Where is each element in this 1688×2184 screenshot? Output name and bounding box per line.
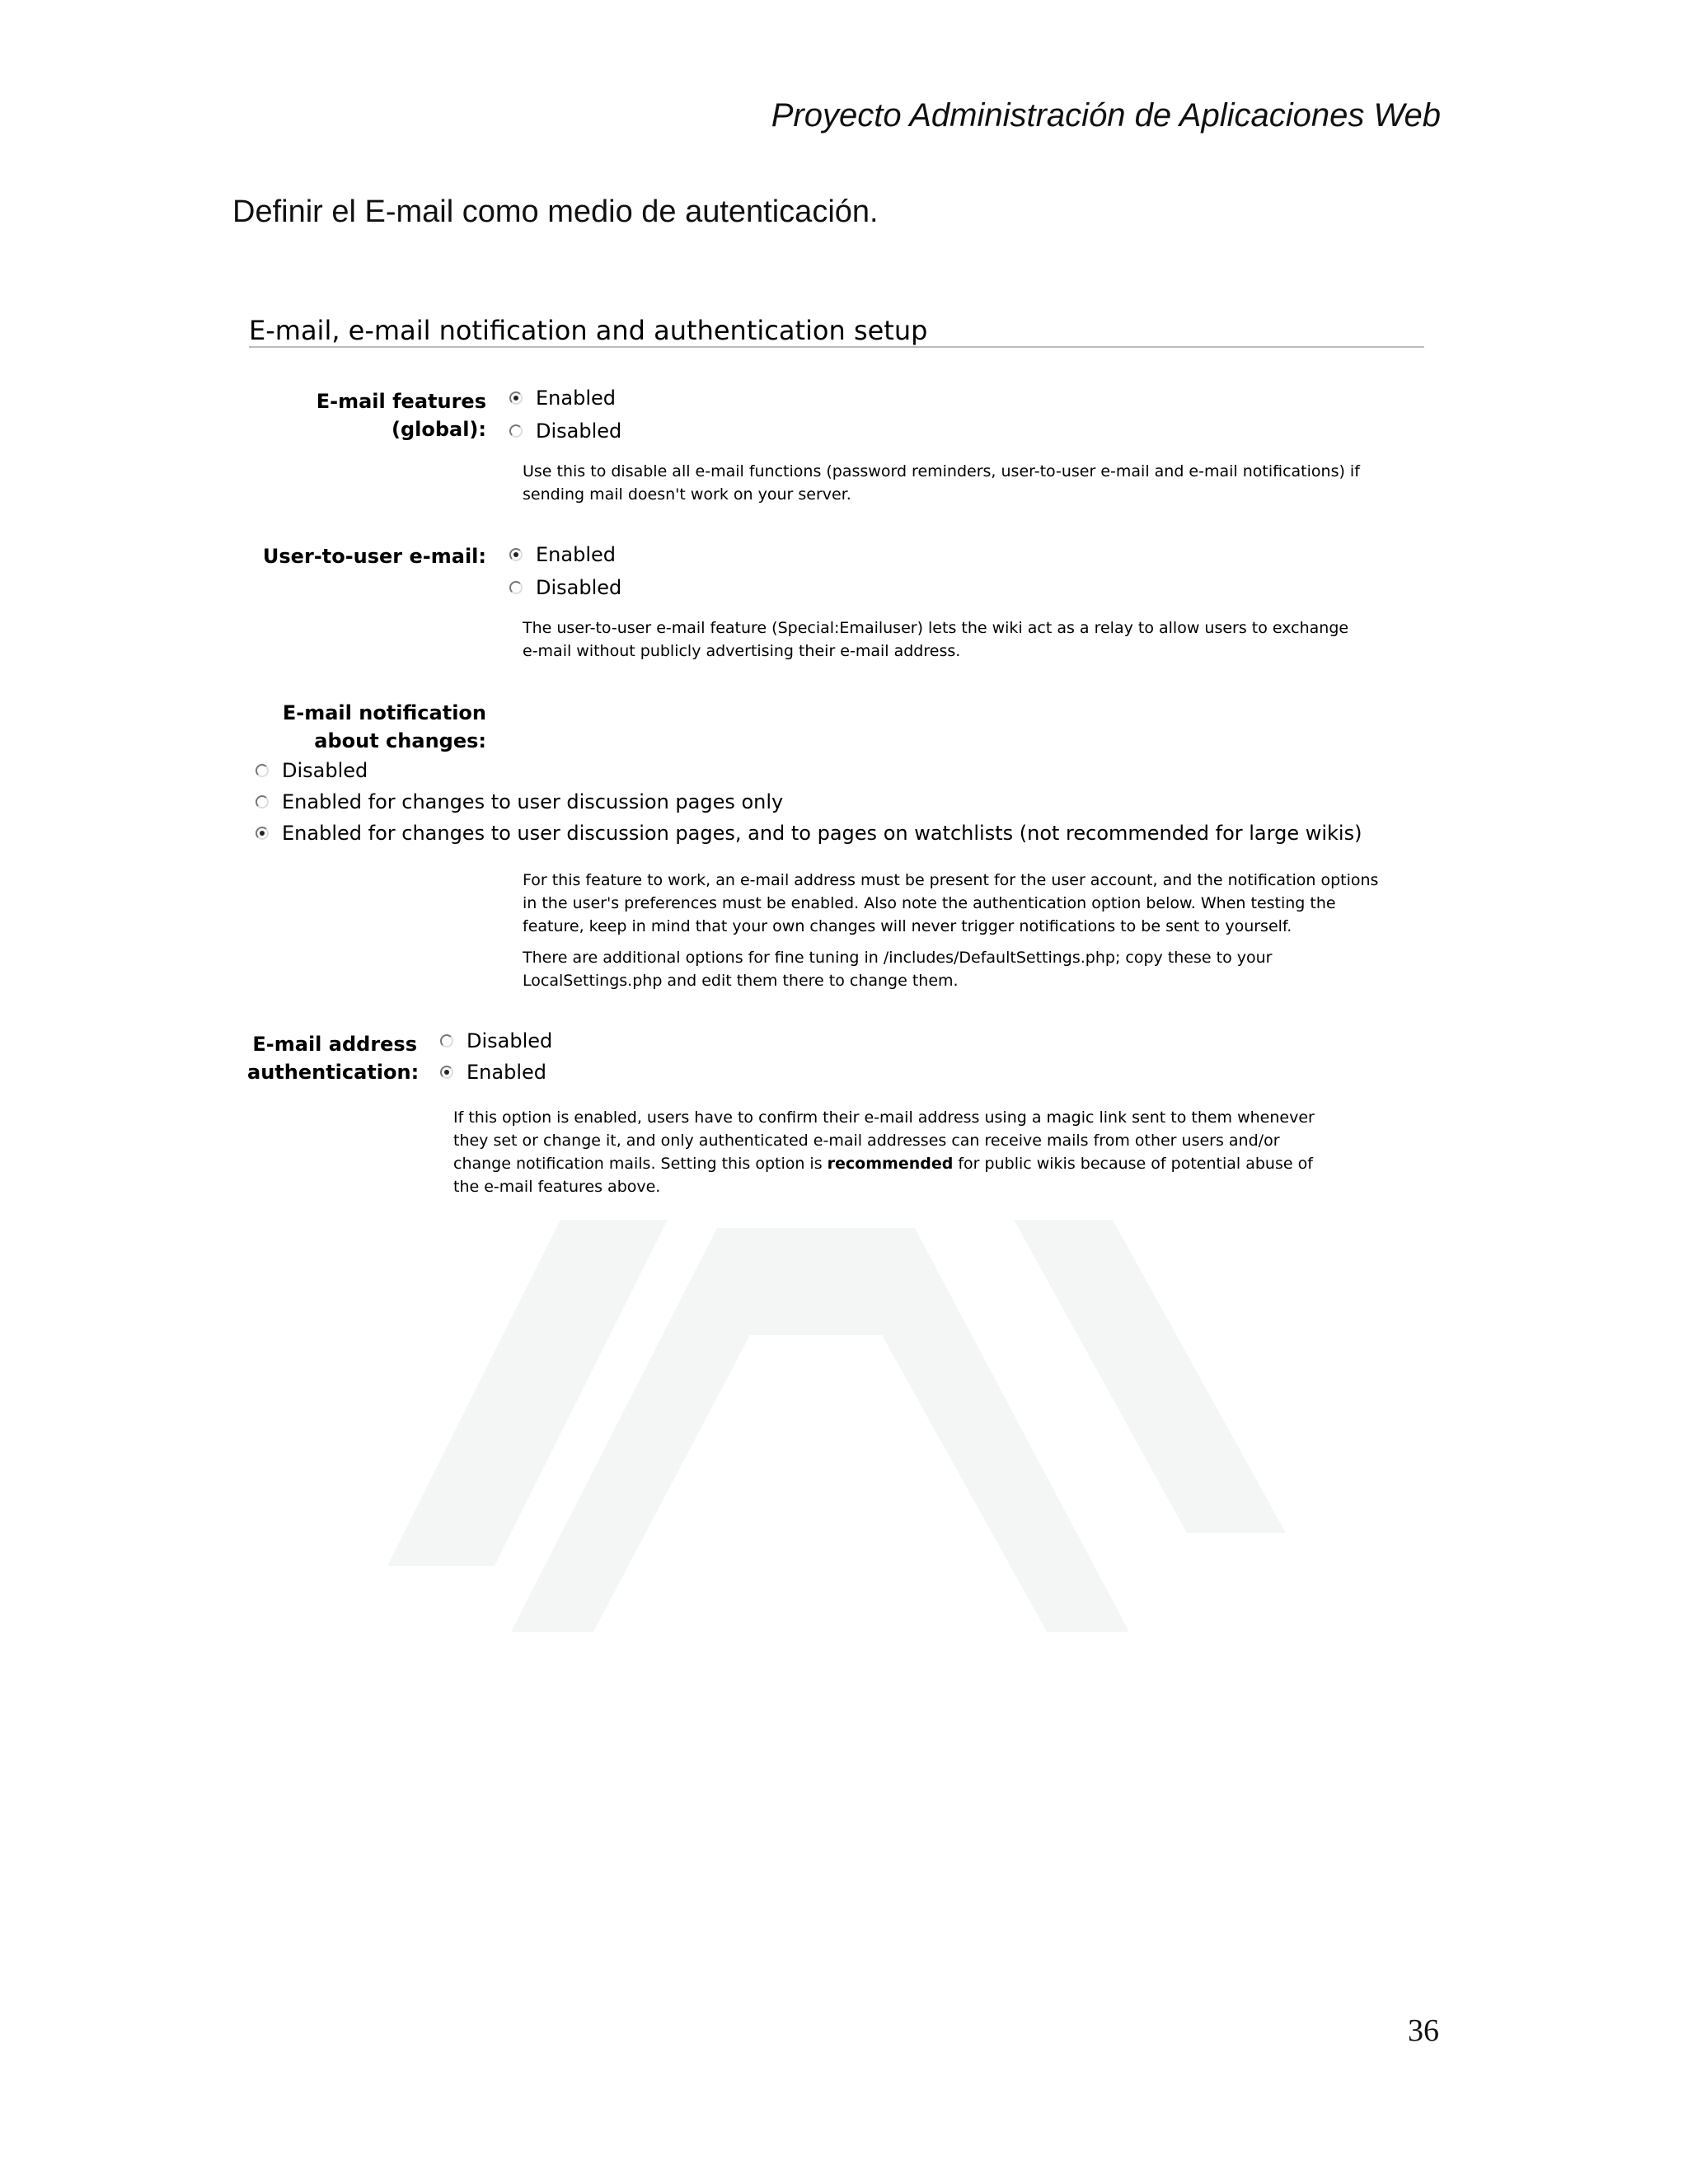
recommended-emphasis: recommended bbox=[827, 1155, 954, 1173]
watermark-right-stroke bbox=[1014, 1220, 1286, 1533]
radio-unselected-icon[interactable] bbox=[256, 764, 269, 777]
email-features-disabled-option[interactable]: Disabled bbox=[509, 417, 621, 445]
radio-unselected-icon[interactable] bbox=[509, 581, 523, 594]
email-features-help: Use this to disable all e-mail functions (password reminders, user-to-user e-mail and e-mail notifications) if sending mail doesn't work on your server. bbox=[523, 462, 1360, 504]
email-features-label: E-mail features (global): bbox=[316, 390, 486, 441]
notification-watchlists-option[interactable]: Enabled for changes to user discussion pages, and to pages on watchlists (not recommended for large wikis) bbox=[256, 819, 1362, 847]
radio-selected-icon[interactable] bbox=[509, 548, 523, 561]
notification-disabled-option[interactable]: Disabled bbox=[256, 757, 368, 785]
page-number: 36 bbox=[1408, 2013, 1439, 2048]
notification-label: E-mail notification about changes: bbox=[282, 701, 486, 752]
user-to-user-label: User-to-user e-mail: bbox=[262, 545, 486, 568]
user-to-user-help: The user-to-user e-mail feature (Special:Emailuser) lets the wiki act as a relay to allow users to exchange e-mail without publicly advertising their e-mail address. bbox=[523, 619, 1349, 660]
authentication-label: E-mail address authentication: bbox=[247, 1033, 420, 1084]
section-title: E-mail, e-mail notification and authentication setup bbox=[249, 315, 928, 346]
authentication-disabled-option[interactable]: Disabled bbox=[440, 1027, 552, 1055]
watermark-logo bbox=[387, 1220, 1286, 1648]
radio-selected-icon[interactable] bbox=[509, 391, 523, 405]
intro-text: Definir el E-mail como medio de autenticación. bbox=[232, 194, 879, 229]
user-to-user-disabled-option[interactable]: Disabled bbox=[509, 574, 621, 602]
section-divider bbox=[249, 346, 1424, 348]
radio-unselected-icon[interactable] bbox=[509, 424, 523, 438]
notification-help: For this feature to work, an e-mail address must be present for the user account, and the notification options in the user's preferences must be enabled. Also note the authentication option below. When testing the feature, keep in mind that your own changes will never trigger notifications to be sent to yourself. bbox=[523, 871, 1379, 935]
notification-help-extra: There are additional options for fine tuning in /includes/DefaultSettings.php; copy these to your LocalSettings.php and edit them there to change them. bbox=[523, 949, 1273, 990]
radio-selected-icon[interactable] bbox=[256, 827, 269, 840]
email-setup-screenshot bbox=[247, 305, 1426, 1212]
authentication-enabled-option[interactable]: Enabled bbox=[440, 1058, 546, 1086]
radio-unselected-icon[interactable] bbox=[256, 795, 269, 808]
page-header: Proyecto Administración de Aplicaciones Web bbox=[771, 97, 1441, 134]
notification-user-pages-option[interactable]: Enabled for changes to user discussion pages only bbox=[256, 788, 783, 816]
authentication-help: If this option is enabled, users have to confirm their e-mail address using a magic link sent to them whenever they set or change it, and only authenticated e-mail addresses can receive mails from other users and/or change notification mails. Setting this option is recommended for public wikis because of potential abuse of the e-mail features above. bbox=[453, 1108, 1315, 1196]
radio-selected-icon[interactable] bbox=[440, 1066, 453, 1079]
radio-unselected-icon[interactable] bbox=[440, 1034, 453, 1047]
email-features-enabled-option[interactable]: Enabled bbox=[509, 384, 616, 412]
user-to-user-enabled-option[interactable]: Enabled bbox=[509, 541, 616, 569]
